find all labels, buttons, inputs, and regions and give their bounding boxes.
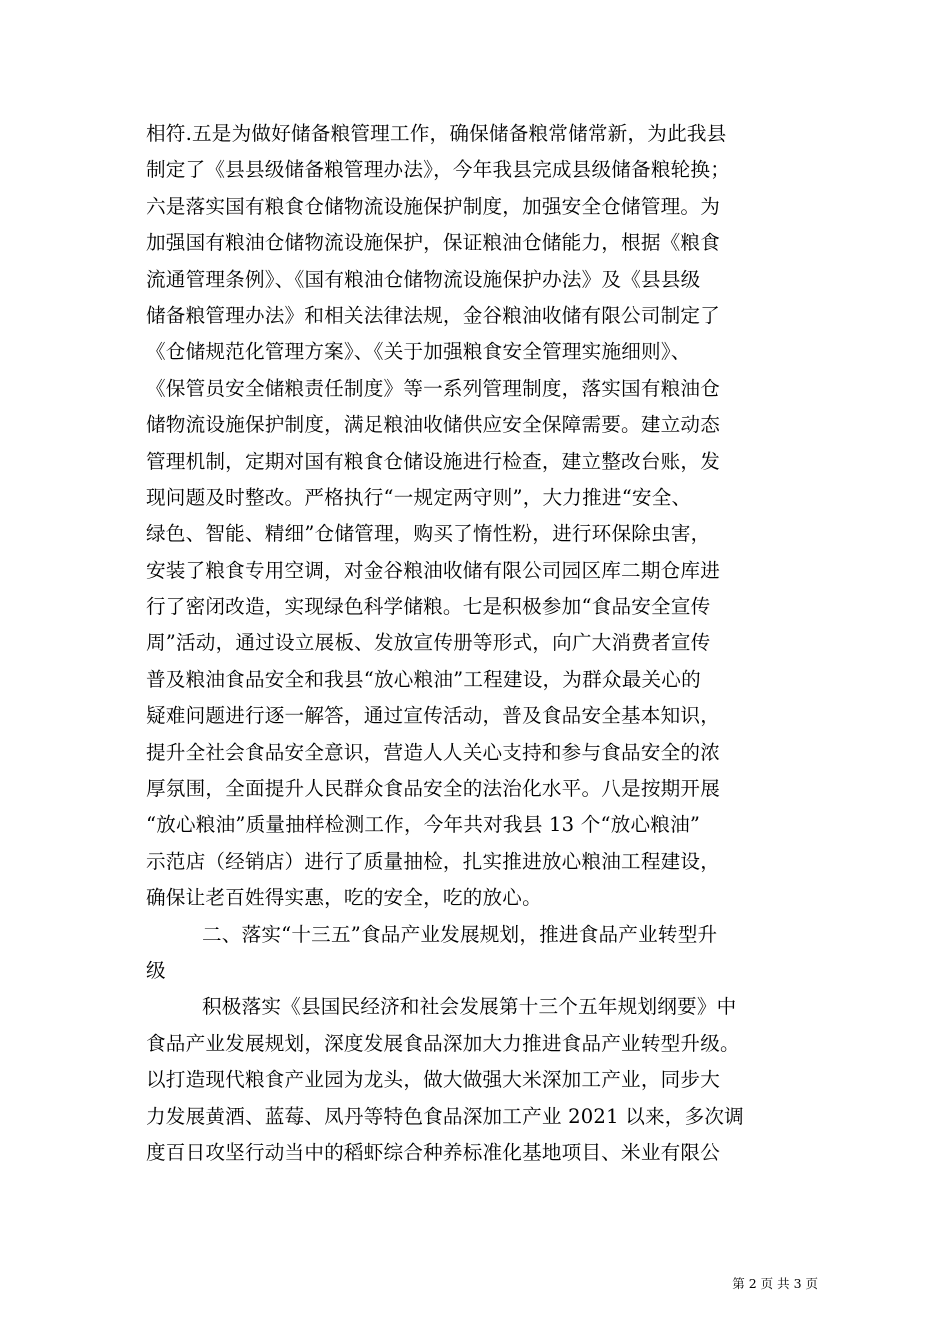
text-line: 安装了粮食专用空调，对金谷粮油收储有限公司园区库二期仓库进 xyxy=(146,558,721,582)
section-heading-continued: 级 xyxy=(146,958,166,982)
text-line: 制定了《县县级储备粮管理办法》，今年我县完成县级储备粮轮换； xyxy=(146,158,731,182)
text-line: 普及粮油食品安全和我县“放心粮油”工程建设，为群众最关心的 xyxy=(146,667,701,691)
text-line: 确保让老百姓得实惠，吃的安全，吃的放心。 xyxy=(146,886,542,910)
text-line: 流通管理条例》、《国有粮油仓储物流设施保护办法》及《县县级 xyxy=(146,267,701,291)
text-line: 储物流设施保护制度，满足粮油收储供应安全保障需要。建立动态 xyxy=(146,413,721,437)
page-number: 第 2 页 共 3 页 xyxy=(732,1276,818,1291)
section-heading: 二、落实“十三五”食品产业发展规划，推进食品产业转型升 xyxy=(202,922,718,946)
text-line: 度百日攻坚行动当中的稻虾综合种养标准化基地项目、米业有限公 xyxy=(146,1140,721,1164)
text-line: 现问题及时整改。严格执行“一规定两守则”，大力推进“安全、 xyxy=(146,485,692,509)
text-line: 储备粮管理办法》和相关法律法规，金谷粮油收储有限公司制定了 xyxy=(146,303,721,327)
text-line: 周”活动，通过设立展板、发放宣传册等形式，向广大消费者宣传 xyxy=(146,631,711,655)
text-line: 加强国有粮油仓储物流设施保护，保证粮油仓储能力，根据《粮食 xyxy=(146,231,721,255)
text-line: “放心粮油”质量抽样检测工作，今年共对我县 13 个“放心粮油” xyxy=(146,813,701,837)
document-body xyxy=(146,116,826,1171)
text-line: 相符.五是为做好储备粮管理工作，确保储备粮常储常新，为此我县 xyxy=(146,122,727,145)
text-line: 绿色、智能、精细”仓储管理，购买了惰性粉，进行环保除虫害， xyxy=(146,522,711,546)
page-footer xyxy=(0,1274,818,1292)
text-line: 《保管员安全储粮责任制度》等一系列管理制度，落实国有粮油仓 xyxy=(146,376,721,400)
text-line: 《仓储规范化管理方案》、《关于加强粮食安全管理实施细则》、 xyxy=(146,340,691,364)
text-line: 行了密闭改造，实现绿色科学储粮。七是积极参加“食品安全宣传 xyxy=(146,595,711,619)
text-line: 疑难问题进行逐一解答，通过宣传活动，普及食品安全基本知识， xyxy=(146,704,721,728)
text-line: 厚氛围，全面提升人民群众食品安全的法治化水平。八是按期开展 xyxy=(146,777,721,801)
text-line: 以打造现代粮食产业园为龙头，做大做强大米深加工产业，同步大 xyxy=(146,1068,721,1092)
text-line: 管理机制，定期对国有粮食仓储设施进行检查，建立整改台账，发 xyxy=(146,449,721,473)
text-line: 提升全社会食品安全意识，营造人人关心支持和参与食品安全的浓 xyxy=(146,740,721,764)
text-line: 示范店（经销店）进行了质量抽检，扎实推进放心粮油工程建设， xyxy=(146,849,721,873)
text-line: 食品产业发展规划，深度发展食品深加大力推进食品产业转型升级。 xyxy=(146,1031,740,1055)
text-line: 积极落实《县国民经济和社会发展第十三个五年规划纲要》中 xyxy=(202,995,737,1019)
text-line: 力发展黄酒、蓝莓、凤丹等特色食品深加工产业 2021 以来，多次调 xyxy=(146,1104,744,1128)
text-line: 六是落实国有粮食仓储物流设施保护制度，加强安全仓储管理。为 xyxy=(146,194,721,218)
